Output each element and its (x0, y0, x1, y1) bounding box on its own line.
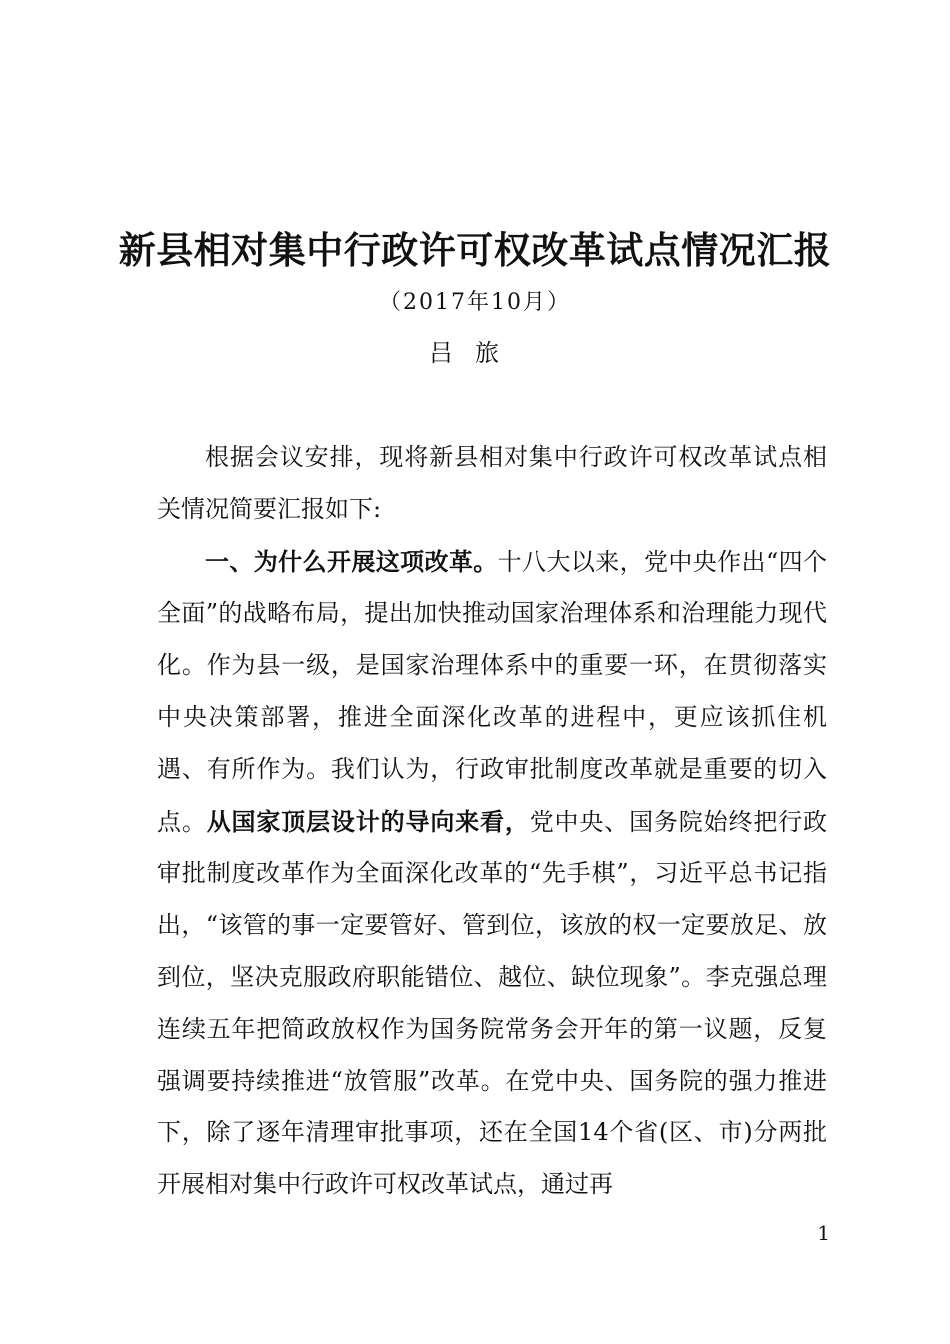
document-title: 新县相对集中行政许可权改革试点情况汇报 (118, 228, 832, 272)
section-emphasis: 从国家顶层设计的导向来看， (206, 806, 530, 836)
paragraph-section-one (157, 536, 827, 1211)
page-number: 1 (817, 1221, 830, 1245)
paragraph-intro (157, 432, 827, 536)
document-body (157, 432, 827, 1211)
section-text-part2: 党中央、国务院始终把行政审批制度改革作为全面深化改革的“先手棋”，习近平总书记指出，“该管的事一定要管好、管到位，该放的权一定要放足、放到位，坚决克服政府职能错位、越位、缺位现象”。李克强总理连续五年把简政放权作为国务院常务会开年的第一议题，反复强调要持续推进“放管服”改革。在党中央、国务院的强力推进下，除了逐年清理审批事项，还在全国14个省(区、市)分两批开展相对集中行政许可权改革试点，通过再 (157, 807, 828, 1199)
section-heading: 一、为什么开展这项改革。 (205, 546, 498, 576)
document-date: （2017年10月） (379, 290, 571, 315)
section-text-part1: 十八大以来，党中央作出“四个全面”的战略布局，提出加快推动国家治理体系和治理能力现代化。作为县一级，是国家治理体系中的重要一环，在贯彻落实中央决策部署，推进全面深化改革的进程中，更应该抓住机遇、有所作为。我们认为，行政审批制度改革就是重要的切入点。 (157, 547, 827, 836)
paragraph-intro-text: 根据会议安排，现将新县相对集中行政许可权改革试点相关情况简要汇报如下: (157, 443, 827, 523)
document-author: 吕旅 (429, 339, 521, 367)
